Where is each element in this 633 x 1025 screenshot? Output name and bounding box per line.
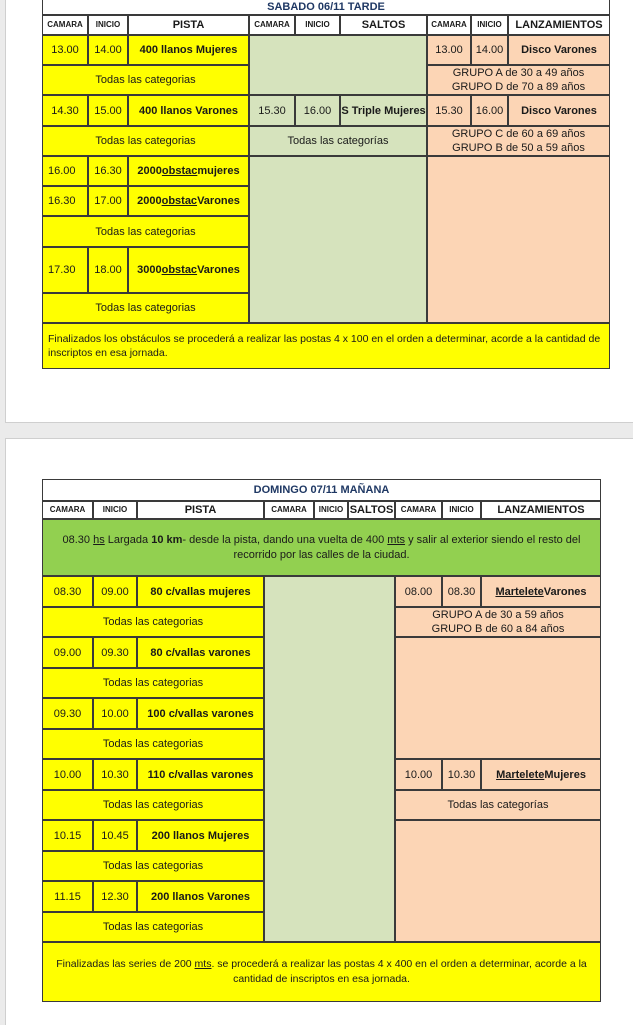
pista-inicio: 17.00 [88, 186, 128, 216]
pista-categories: Todas las categorias [42, 293, 249, 323]
race-hs: hs [93, 533, 105, 546]
pista-camara: 16.30 [42, 186, 88, 216]
lanz-event: Disco Varones [508, 95, 610, 126]
event-text: mujeres [197, 165, 240, 177]
pista-categories: Todas las categorias [42, 790, 264, 820]
race-text: Largada [104, 533, 152, 546]
lanz-empty-block [427, 156, 610, 323]
saturday-schedule-card [5, 0, 633, 423]
pista-inicio: 10.00 [93, 698, 137, 729]
event-text-underlined: obstac [161, 165, 198, 177]
pista-categories: Todas las categorias [42, 607, 264, 637]
pista-camara: 08.30 [42, 576, 93, 607]
footer-text-part: Finalizadas las series de 200 [56, 958, 195, 970]
10km-race-text [57, 533, 586, 563]
pista-categories: Todas las categorias [42, 668, 264, 698]
race-mts: mts [387, 533, 406, 546]
lanz-event [481, 759, 601, 790]
event-text: 3000 [137, 264, 162, 276]
pista-camara: 10.15 [42, 820, 93, 851]
saltos-empty-block [249, 35, 427, 95]
event-text: Varones [543, 585, 587, 598]
header-camara-lanz: CAMARA [395, 501, 442, 519]
lanz-groups [427, 65, 610, 95]
group-line: GRUPO A de 30 a 59 años [432, 609, 564, 621]
pista-event [128, 247, 249, 293]
race-text: - desde la pista, dando una vuelta de 400 [182, 533, 388, 546]
group-line: GRUPO D de 70 a 89 años [451, 81, 586, 93]
pista-event: 400 llanos Mujeres [128, 35, 249, 65]
pista-categories: Todas las categorias [42, 912, 264, 942]
pista-inicio: 15.00 [88, 95, 128, 126]
pista-event: 200 llanos Varones [137, 881, 264, 912]
lanz-camara: 15.30 [427, 95, 471, 126]
race-text: y salir al exterior siendo el resto del recorrido por las calles de la ciudad. [233, 533, 581, 561]
header-camara: CAMARA [42, 15, 88, 35]
pista-inicio: 12.30 [93, 881, 137, 912]
header-inicio: INICIO [93, 501, 137, 519]
event-text: Varones [197, 264, 240, 276]
header-pista: PISTA [128, 15, 249, 35]
pista-event: 80 c/vallas mujeres [137, 576, 264, 607]
pista-inicio: 18.00 [88, 247, 128, 293]
event-text-underlined: Martelete [496, 768, 545, 781]
sunday-footer-note [42, 942, 601, 1002]
pista-camara: 10.00 [42, 759, 93, 790]
pista-categories: Todas las categorias [42, 126, 249, 156]
race-time: 08.30 [62, 533, 94, 546]
pista-categories: Todas las categorias [42, 851, 264, 881]
lanz-empty-block [395, 820, 601, 942]
header-inicio: INICIO [88, 15, 128, 35]
event-text-underlined: Martelete [495, 585, 544, 598]
header-pista: PISTA [137, 501, 264, 519]
pista-camara: 09.30 [42, 698, 93, 729]
pista-camara: 11.15 [42, 881, 93, 912]
event-text-underlined: obstac [161, 195, 198, 207]
header-lanzamientos: LANZAMIENTOS [481, 501, 601, 519]
10km-race-banner [42, 519, 601, 576]
lanz-inicio: 14.00 [471, 35, 508, 65]
lanz-groups [395, 607, 601, 637]
header-inicio-saltos: INICIO [295, 15, 340, 35]
header-camara-lanz: CAMARA [427, 15, 471, 35]
saltos-categories: Todas las categorías [249, 126, 427, 156]
footer-text [51, 957, 592, 987]
lanz-camara: 10.00 [395, 759, 442, 790]
event-text: Mujeres [544, 768, 586, 781]
pista-inicio: 09.00 [93, 576, 137, 607]
header-inicio-saltos: INICIO [314, 501, 348, 519]
footer-text-part: . se procederá a realizar las postas 4 x 400 en el orden a determinar, acorde a la cantidad de inscriptos en esa jornada. [211, 958, 587, 985]
saltos-empty-block [249, 156, 427, 323]
sunday-schedule-card [5, 438, 633, 1025]
saltos-camara: 15.30 [249, 95, 295, 126]
header-camara-saltos: CAMARA [264, 501, 314, 519]
event-text-underlined: obstac [161, 264, 198, 276]
lanz-inicio: 08.30 [442, 576, 481, 607]
pista-camara: 17.30 [42, 247, 88, 293]
pista-event: 200 llanos Mujeres [137, 820, 264, 851]
header-lanzamientos: LANZAMIENTOS [508, 15, 610, 35]
lanz-inicio: 10.30 [442, 759, 481, 790]
group-line: GRUPO B de 50 a 59 años [452, 142, 585, 154]
lanz-groups [427, 126, 610, 156]
saltos-inicio: 16.00 [295, 95, 340, 126]
pista-inicio: 16.30 [88, 156, 128, 186]
event-text: Varones [197, 195, 240, 207]
pista-event: 400 llanos Varones [128, 95, 249, 126]
saltos-event: S Triple Mujeres [340, 95, 427, 126]
event-text: 2000 [137, 195, 162, 207]
pista-event [128, 156, 249, 186]
header-camara: CAMARA [42, 501, 93, 519]
pista-inicio: 14.00 [88, 35, 128, 65]
footer-text-underlined: mts [194, 958, 212, 970]
pista-categories: Todas las categorias [42, 216, 249, 247]
pista-categories: Todas las categorias [42, 729, 264, 759]
sunday-title: DOMINGO 07/11 MAÑANA [42, 479, 601, 501]
pista-event [128, 186, 249, 216]
group-line: GRUPO C de 60 a 69 años [451, 128, 586, 140]
pista-event: 100 c/vallas varones [137, 698, 264, 729]
saturday-footer-note: Finalizados los obstáculos se procederá a realizar las postas 4 x 100 en el orden a determinar, acorde a la cantidad de inscriptos en esa jornada. [42, 323, 610, 369]
pista-camara: 16.00 [42, 156, 88, 186]
lanz-event [481, 576, 601, 607]
pista-event: 80 c/vallas varones [137, 637, 264, 668]
pista-camara: 13.00 [42, 35, 88, 65]
pista-camara: 14.30 [42, 95, 88, 126]
group-line: GRUPO B de 60 a 84 años [431, 623, 565, 635]
header-inicio-lanz: INICIO [471, 15, 508, 35]
event-text: 2000 [137, 165, 162, 177]
saltos-empty-block [264, 576, 395, 942]
race-distance: 10 km [151, 533, 183, 546]
lanz-event: Disco Varones [508, 35, 610, 65]
pista-inicio: 10.45 [93, 820, 137, 851]
header-camara-saltos: CAMARA [249, 15, 295, 35]
lanz-camara: 08.00 [395, 576, 442, 607]
header-inicio-lanz: INICIO [442, 501, 481, 519]
header-saltos: SALTOS [348, 501, 395, 519]
pista-camara: 09.00 [42, 637, 93, 668]
lanz-inicio: 16.00 [471, 95, 508, 126]
pista-inicio: 10.30 [93, 759, 137, 790]
pista-inicio: 09.30 [93, 637, 137, 668]
lanz-categories: Todas las categorías [395, 790, 601, 820]
lanz-empty-block [395, 637, 601, 759]
header-saltos: SALTOS [340, 15, 427, 35]
lanz-camara: 13.00 [427, 35, 471, 65]
pista-categories: Todas las categorias [42, 65, 249, 95]
pista-event: 110 c/vallas varones [137, 759, 264, 790]
group-line: GRUPO A de 30 a 49 años [452, 67, 585, 79]
saturday-title: SABADO 06/11 TARDE [42, 0, 610, 15]
